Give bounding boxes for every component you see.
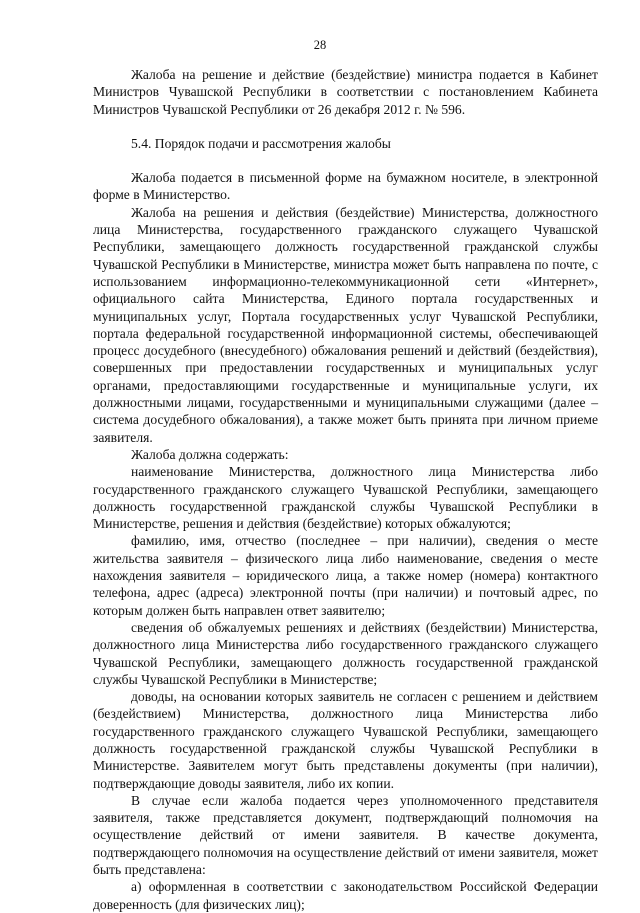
paragraph-contents-intro: Жалоба должна содержать: bbox=[131, 446, 289, 462]
list-item-power-of-attorney: а) оформленная в соответствии с законодательством Российской Федерации доверенность (для физических лиц); bbox=[93, 879, 598, 912]
list-item-arguments: доводы, на основании которых заявитель не согласен с решением и действием (бездействием) Министерства, должностного лица Министерства либо государственного гражданского служащего Чувашской Республики, замещающего должность государственной гражданской службы Чувашской Республики в Министерстве. Заявителем могут быть представлены документы (при наличии), подтверждающие доводы заявителя, либо их копии. bbox=[93, 689, 598, 791]
section-heading: 5.4. Порядок подачи и рассмотрения жалобы bbox=[131, 135, 391, 151]
paragraph-submission-channels: Жалоба на решения и действия (бездействие) Министерства, должностного лица Министерства, государственного гражданского служащего Чувашской Республики, замещающего должность государственной гражданской службы Чувашской Республики в Министерстве, министра может быть направлена по почте, с использованием информационно-телекоммуникационной сети «Интернет», официального сайта Министерства, Единого портала государственных и муниципальных услуг, Портала государственных услуг Чувашской Республики, портала федеральной государственной информационной системы, обеспечивающей процесс досудебного (внесудебного) обжалования решений и действий (бездействия), совершенных при предоставлении государственных и муниципальных услуг органами, предоставляющими государственные и муниципальные услуги, их должностными лицами, государственными и муниципальными служащими (далее – система досудебного обжалования), а также может быть принята при личном приеме заявителя. bbox=[93, 204, 598, 445]
list-item-ministry-name: наименование Министерства, должностного лица Министерства либо государственного гражданского служащего Чувашской Республики, замещающего должность государственной гражданской службы Чувашской Республики в Министерстве, решения и действия (бездействие) которых обжалуются; bbox=[93, 464, 598, 532]
document-body bbox=[93, 66, 598, 913]
list-item-appealed-decisions: сведения об обжалуемых решениях и действиях (бездействии) Министерства, должностного лица Министерства либо государственного гражданского служащего Чувашской Республики, замещающего должность государственной гражданской службы Чувашской Республики в Министерстве; bbox=[93, 619, 598, 687]
list-item-applicant-details: фамилию, имя, отчество (последнее – при наличии), сведения о месте жительства заявителя – физического лица либо наименование, сведения о месте нахождения заявителя – юридического лица, а также номер (номера) контактного телефона, адрес (адреса) электронной почты (при наличии) и почтовый адрес, по которым должен быть направлен ответ заявителю; bbox=[93, 533, 598, 618]
paragraph-minister-complaint: Жалоба на решение и действие (бездействие) министра подается в Кабинет Министров Чувашской Республики в соответствии с постановлением Кабинета Министров Чувашской Республики от 26 декабря 2012 г. № 596. bbox=[93, 67, 598, 117]
paragraph-submission-form: Жалоба подается в письменной форме на бумажном носителе, в электронной форме в Министерство. bbox=[93, 170, 598, 203]
paragraph-representative: В случае если жалоба подается через уполномоченного представителя заявителя, также представляется документ, подтверждающий полномочия на осуществление действий от имени заявителя. В качестве документа, подтверждающего полномочия на осуществление действий от имени заявителя, может быть представлена: bbox=[93, 792, 598, 878]
page-number: 28 bbox=[313, 38, 327, 52]
